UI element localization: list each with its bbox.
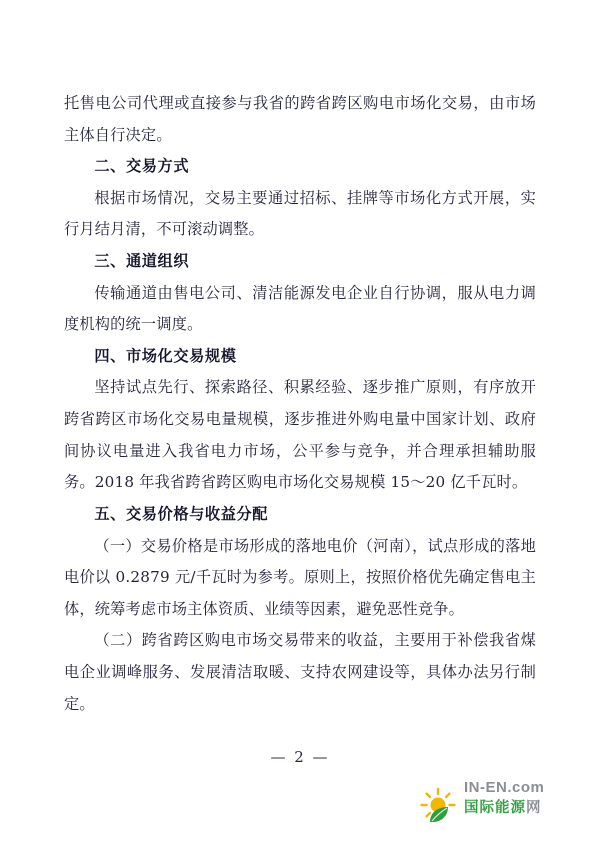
document-body [64,88,536,720]
watermark-english: IN-EN.com [464,779,545,796]
watermark-chinese-gray: 网 [526,799,542,816]
page-number: — 2 — [270,748,330,766]
paragraph-5: （一）交易价格是市场形成的落地电价（河南），试点形成的落地电价以 0.2879 元/千瓦时为参考。原则上，按照价格优先确定售电主体，统筹考虑市场主体资质、业绩等因素，避免恶性竞争。 [64,536,536,618]
section-heading-3: 三、通道组织 [94,252,190,271]
watermark-text [464,780,580,817]
paragraph-4: 坚持试点先行、探索路径、积累经验、逐步推广原则，有序放开跨省跨区市场化交易电量规模，逐步推进外购电量中国家计划、政府间协议电量进入我省电力市场，公平参与竞争，并合理承担辅助服务。2018 年我省跨省跨区购电市场化交易规模 15～20 亿千瓦时。 [64,378,536,492]
paragraph-2: 根据市场情况，交易主要通过招标、挂牌等市场化方式开展，实行月结月清，不可滚动调整。 [64,188,536,239]
section-heading-2: 二、交易方式 [94,157,190,176]
watermark-chinese-green: 国际能源 [464,799,526,816]
section-heading-4: 四、市场化交易规模 [94,346,237,365]
paragraph-3: 传输通道由售电公司、清洁能源发电企业自行协调，服从电力调度机构的统一调度。 [64,283,536,334]
paragraph-continued: 托售电公司代理或直接参与我省的跨省跨区购电市场化交易，由市场主体自行决定。 [64,94,536,144]
watermark-chinese [464,800,580,817]
paragraph-6: （二）跨省跨区购电市场交易带来的收益，主要用于补偿我省煤电企业调峰服务、发展清洁取暖、支持农网建设等，具体办法另行制定。 [64,631,536,713]
site-watermark [412,776,582,832]
section-heading-5: 五、交易价格与收益分配 [94,504,269,523]
sun-leaf-icon [418,786,458,826]
